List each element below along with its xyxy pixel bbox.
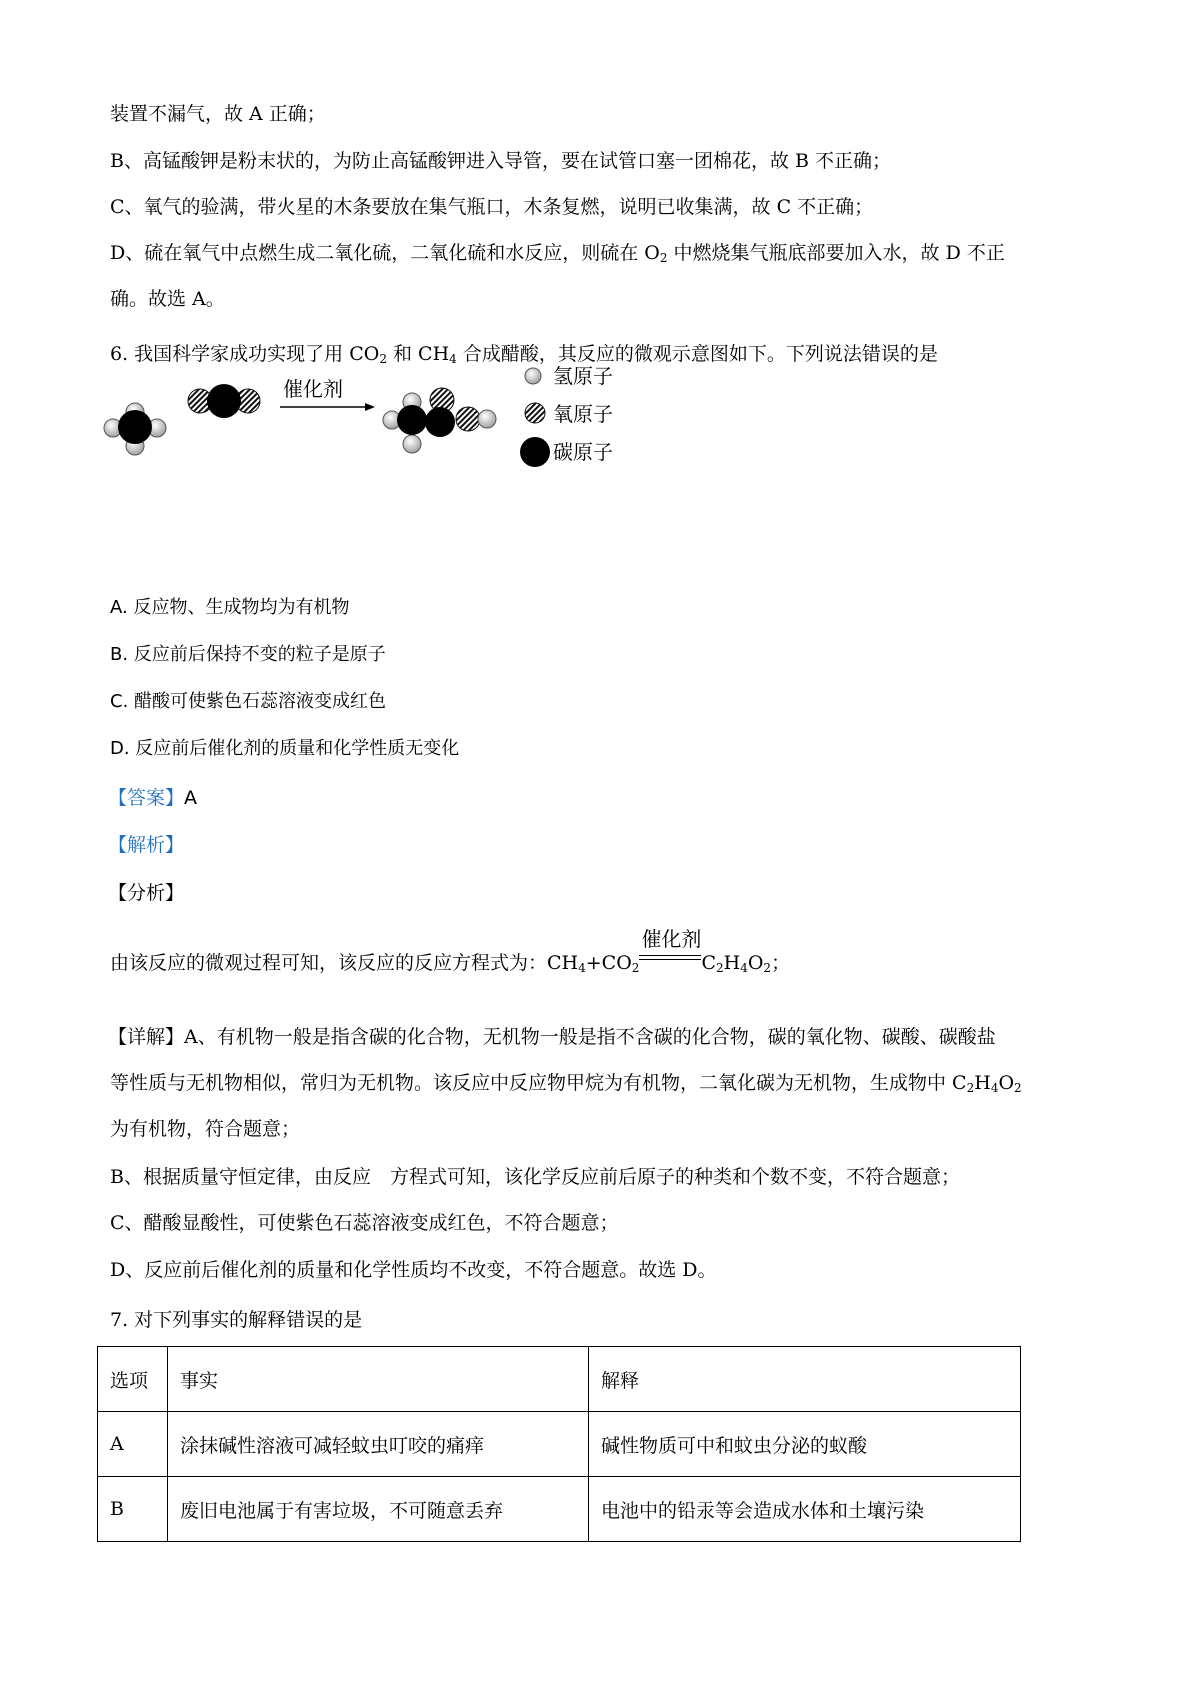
text-line: B、高锰酸钾是粉末状的，为防止高锰酸钾进入导管，要在试管口塞一团棉花，故 B 不正确； bbox=[110, 150, 892, 172]
carbon-legend-swatch bbox=[520, 437, 550, 467]
detail-line: 为有机物，符合题意； bbox=[110, 1118, 301, 1140]
equation-equals-sign: 催化剂 bbox=[639, 950, 701, 976]
methane-molecule bbox=[104, 403, 166, 455]
text-line: 装置不漏气，故 A 正确； bbox=[110, 103, 326, 125]
table-cell: 废旧电池属于有害垃圾，不可随意丢弃 bbox=[168, 1477, 589, 1542]
option-d: D. 反应前后催化剂的质量和化学性质无变化 bbox=[110, 738, 460, 759]
text-line: C、氧气的验满，带火星的木条要放在集气瓶口，木条复燃，说明已收集满，故 C 不正确； bbox=[110, 196, 874, 218]
question-6-stem: 6. 我国科学家成功实现了用 $CO_2$ 和 $CH_4$ 合成醋酸，其反应的微观示意图如下。下列说法错误的是 bbox=[110, 343, 938, 366]
table-header-row bbox=[98, 1347, 1021, 1412]
option-c: C. 醋酸可使紫色石蕊溶液变成红色 bbox=[110, 691, 387, 712]
option-a: A. 反应物、生成物均为有机物 bbox=[110, 597, 350, 618]
header-cell: 事实 bbox=[168, 1347, 589, 1412]
header-cell: 解释 bbox=[589, 1347, 1021, 1412]
table-cell: 电池中的铅汞等会造成水体和土壤污染 bbox=[589, 1477, 1021, 1542]
acetic-acid-molecule bbox=[383, 388, 496, 453]
table-row bbox=[98, 1412, 1021, 1477]
table-cell: A bbox=[98, 1412, 168, 1477]
oxygen-legend-swatch bbox=[525, 403, 545, 423]
legend-oxygen: 氧原子 bbox=[553, 402, 613, 426]
legend-hydrogen: 氢原子 bbox=[553, 364, 613, 388]
detail-line: B、根据质量守恒定律，由反应 方程式可知，该化学反应前后原子的种类和个数不变，不符合题意； bbox=[110, 1166, 960, 1188]
facts-table bbox=[97, 1346, 1021, 1542]
detail-line: 等性质与无机物相似，常归为无机物。该反应中反应物甲烷为有机物，二氧化碳为无机物，生成物中 $C_2H_4O_2$ bbox=[110, 1072, 1022, 1095]
detail-line: D、反应前后催化剂的质量和化学性质均不改变，不符合题意。故选 D。 bbox=[110, 1259, 717, 1281]
answer-value: A bbox=[184, 787, 198, 809]
hydrogen-legend-swatch bbox=[525, 368, 541, 384]
detail-line: 【详解】A、有机物一般是指含碳的化合物，无机物一般是指不含碳的化合物，碳的氧化物、碳酸、碳酸盐 bbox=[108, 1026, 996, 1048]
legend-carbon: 碳原子 bbox=[553, 440, 613, 464]
answer-line bbox=[108, 785, 197, 811]
diagram-legend bbox=[520, 364, 613, 467]
fenxi-label: 【分析】 bbox=[108, 882, 185, 904]
carbon-dioxide-molecule bbox=[188, 384, 260, 418]
table-cell: B bbox=[98, 1477, 168, 1542]
header-cell: 选项 bbox=[98, 1347, 168, 1412]
reaction-arrow bbox=[280, 403, 375, 411]
option-b: B. 反应前后保持不变的粒子是原子 bbox=[110, 644, 386, 665]
analysis-label: 【解析】 bbox=[108, 834, 185, 856]
table-row bbox=[98, 1477, 1021, 1542]
table-cell: 涂抹碱性溶液可减轻蚊虫叮咬的痛痒 bbox=[168, 1412, 589, 1477]
table-cell: 碱性物质可中和蚊虫分泌的蚁酸 bbox=[589, 1412, 1021, 1477]
answer-label: 【答案】 bbox=[108, 787, 185, 809]
text-line: D、硫在氧气中点燃生成二氧化硫，二氧化硫和水反应，则硫在 $O_2$ 中燃烧集气瓶底部要加入水，故 D 不正 bbox=[110, 242, 1005, 265]
reaction-equation: 由该反应的微观过程可知，该反应的反应方程式为：$CH_4+CO_2$ 催化剂 $C_2H_4O_2$； bbox=[110, 927, 791, 975]
question-7-stem: 7. 对下列事实的解释错误的是 bbox=[110, 1309, 363, 1331]
text-line: 确。故选 A。 bbox=[110, 288, 225, 310]
reaction-diagram bbox=[105, 364, 685, 520]
catalyst-label: 催化剂 bbox=[283, 377, 343, 401]
detail-line: C、醋酸显酸性，可使紫色石蕊溶液变成红色，不符合题意； bbox=[110, 1212, 619, 1234]
